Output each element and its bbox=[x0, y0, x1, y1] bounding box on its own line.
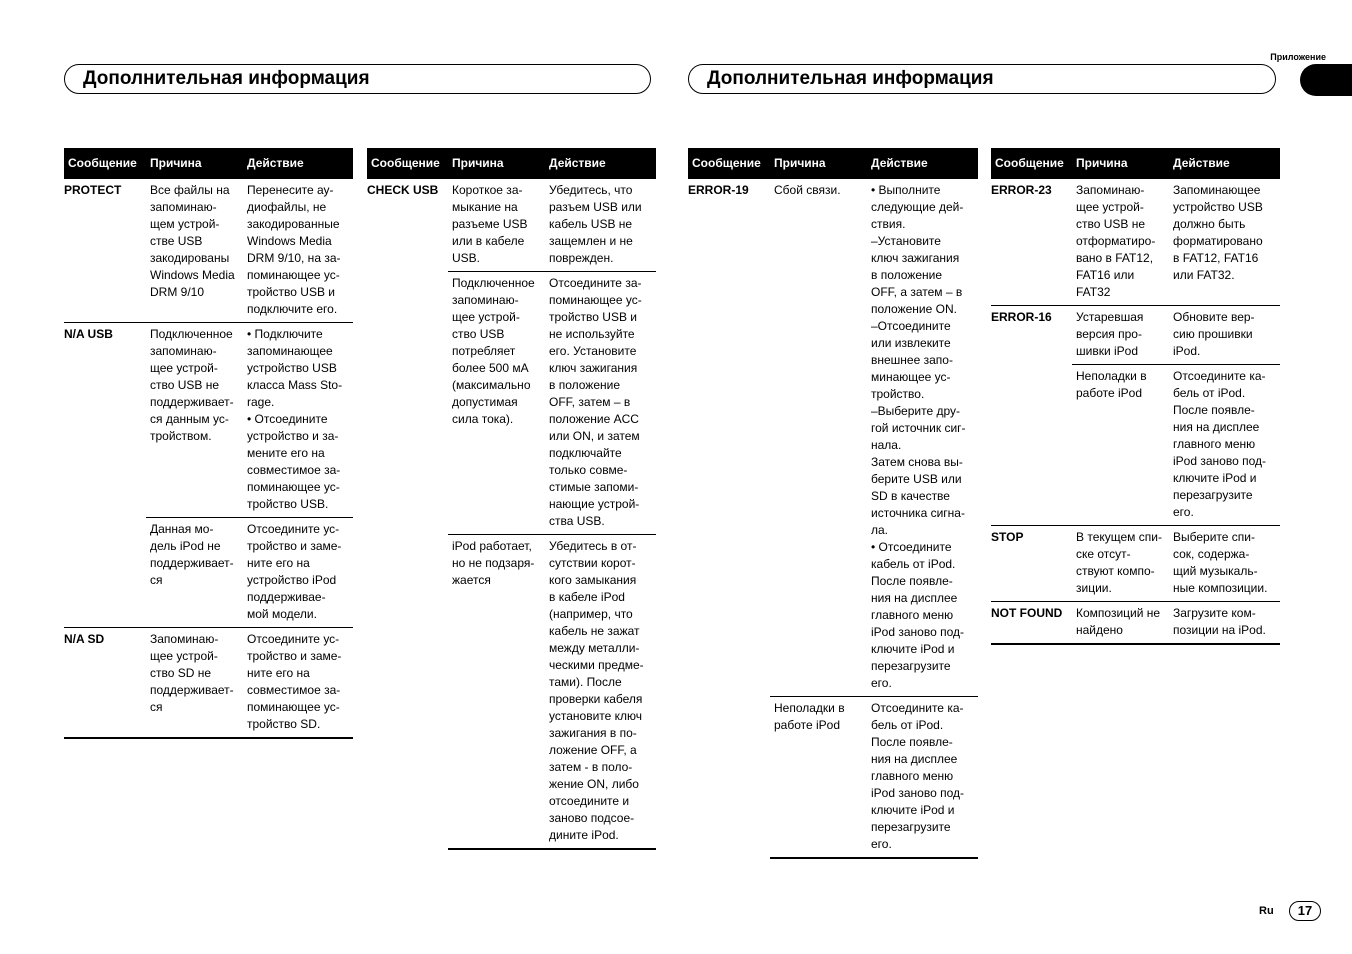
action-text: Убедитесь, что разъем USB или кабель USB не защемлен и не поврежден. bbox=[549, 183, 642, 265]
header-cause: Причина bbox=[448, 148, 545, 179]
cause-text: Запоминаю- щее устрой- ство USB не отформатиро- вано в FAT12, FAT16 или FAT32 bbox=[1076, 183, 1156, 299]
header-cause: Причина bbox=[770, 148, 867, 179]
action-text: Отсоедините за- поминающее ус- тройство USB и не используйте его. Установите ключ зажигания в положение OFF, затем – в положение ACC или ON, и затем подключайте только совме- стимые запоми- нающие устрой- ства USB. bbox=[545, 272, 656, 535]
action-text: Убедитесь в от- сутствии корот- кого замыкания в кабеле iPod (например, что кабель не зажат между металли- ческими предме- тами). После проверки кабеля установите ключ зажигания в по- ложение OFF, а затем - в поло- жение ON, либо отсоедините и заново подсое- дините iPod. bbox=[545, 535, 656, 850]
page-number: 17 bbox=[1289, 901, 1321, 921]
header-message: Сообщение bbox=[367, 148, 448, 179]
header-cause: Причина bbox=[146, 148, 243, 179]
header-message: Сообщение bbox=[991, 148, 1072, 179]
cause-text: Неполадки в работе iPod bbox=[770, 697, 867, 859]
table-row bbox=[64, 323, 353, 518]
message-code: NOT FOUND bbox=[991, 602, 1072, 645]
table-header-row bbox=[367, 148, 656, 179]
error-table-2 bbox=[367, 148, 656, 850]
message-code: CHECK USB bbox=[367, 183, 439, 197]
table-header-row bbox=[991, 148, 1280, 179]
table-row bbox=[367, 179, 656, 272]
header-action: Действие bbox=[867, 148, 978, 179]
action-text: Отсоедините ус- тройство и заме- ните его на устройство iPod поддерживае- мой модели. bbox=[243, 518, 353, 628]
action-text: Загрузите ком- позиции на iPod. bbox=[1169, 602, 1280, 645]
cause-text: Запоминаю- щее устрой- ство SD не поддерживает- ся bbox=[146, 628, 243, 739]
header-message: Сообщение bbox=[64, 148, 146, 179]
action-text: Обновите вер- сию прошивки iPod. bbox=[1169, 306, 1280, 365]
header-message: Сообщение bbox=[688, 148, 770, 179]
table-row bbox=[991, 602, 1280, 645]
table-row bbox=[991, 179, 1280, 306]
header-cause: Причина bbox=[1072, 148, 1169, 179]
table-row bbox=[64, 179, 353, 323]
header-action: Действие bbox=[545, 148, 656, 179]
cause-text: Короткое за- мыкание на разъеме USB или в кабеле USB. bbox=[452, 183, 528, 265]
cause-text: Устаревшая версия про- шивки iPod bbox=[1072, 306, 1169, 365]
error-table-4 bbox=[991, 148, 1280, 645]
action-text: Перенесите ау- диофайлы, не закодированные Windows Media DRM 9/10, на за- поминающее ус- тройство USB и подключите его. bbox=[247, 183, 341, 316]
message-code: ERROR-23 bbox=[991, 183, 1052, 197]
action-text: • Выполните следующие дей- ствия. –Установите ключ зажигания в положение OFF, а затем – в положение ON. –Отсоедините или извлеките внешнее запо- минающее ус- тройство. –Выберите дру- гой источник сиг- нала. Затем снова вы- берите USB или SD в качестве источника сигна- ла. • Отсоедините кабель от iPod. После появле- ния на дисплее главного меню iPod заново под- ключите iPod и перезагрузите его. bbox=[871, 183, 966, 690]
action-text: • Подключите запоминающее устройство USB класса Mass Sto- rage. • Отсоедините устройство и за- мените его на совместимое за- поминающее ус- тройство USB. bbox=[243, 323, 353, 518]
page-title-left-text: Дополнительная информация bbox=[83, 68, 370, 89]
table-row bbox=[688, 179, 978, 697]
message-code: ERROR-19 bbox=[688, 183, 749, 197]
page-title-right-text: Дополнительная информация bbox=[707, 68, 994, 89]
action-text: Отсоедините ка- бель от iPod. После появле- ния на дисплее главного меню iPod заново под- ключите iPod и перезагрузите его. bbox=[867, 697, 978, 859]
header-action: Действие bbox=[243, 148, 353, 179]
language-label: Ru bbox=[1259, 905, 1274, 917]
table-row bbox=[991, 306, 1280, 365]
action-text: Запоминающее устройство USB должно быть форматировано в FAT12, FAT16 или FAT32. bbox=[1173, 183, 1263, 282]
header-action: Действие bbox=[1169, 148, 1280, 179]
appendix-label: Приложение bbox=[1270, 52, 1326, 62]
cause-text: Композиций не найдено bbox=[1072, 602, 1169, 645]
cause-text: Подключенное запоминаю- щее устрой- ство USB потребляет более 500 мА (максимально допустимая сила тока). bbox=[448, 272, 545, 535]
page-title-left bbox=[64, 64, 651, 94]
cause-text: iPod работает, но не подзаря- жается bbox=[448, 535, 545, 850]
error-table-1 bbox=[64, 148, 353, 739]
cause-text: Неполадки в работе iPod bbox=[1072, 365, 1169, 526]
message-code: N/A SD bbox=[64, 628, 146, 739]
cause-text: Все файлы на запоминаю- щем устрой- стве USB закодированы Windows Media DRM 9/10 bbox=[150, 183, 235, 299]
message-code: STOP bbox=[991, 526, 1072, 602]
cause-text: Сбой связи. bbox=[774, 183, 841, 197]
message-code: ERROR-16 bbox=[991, 306, 1072, 526]
action-text: Отсоедините ка- бель от iPod. После появле- ния на дисплее главного меню iPod заново под- ключите iPod и перезагрузите его. bbox=[1169, 365, 1280, 526]
cause-text: Подключенное запоминаю- щее устрой- ство USB не поддерживает- ся данным ус- тройством. bbox=[146, 323, 243, 518]
table-row bbox=[991, 526, 1280, 602]
table-header-row bbox=[688, 148, 978, 179]
error-table-3 bbox=[688, 148, 978, 859]
section-tab bbox=[1300, 64, 1352, 96]
message-code: PROTECT bbox=[64, 183, 122, 197]
cause-text: В текущем спи- ске отсут- ствуют компо- зиции. bbox=[1072, 526, 1169, 602]
page-title-right bbox=[688, 64, 1276, 94]
table-header-row bbox=[64, 148, 353, 179]
cause-text: Данная мо- дель iPod не поддерживает- ся bbox=[146, 518, 243, 628]
message-code: N/A USB bbox=[64, 323, 146, 628]
action-text: Отсоедините ус- тройство и заме- ните его на совместимое за- поминающее ус- тройство SD. bbox=[243, 628, 353, 739]
table-row bbox=[64, 628, 353, 739]
action-text: Выберите спи- сок, содержа- щий музыкаль- ные композиции. bbox=[1169, 526, 1280, 602]
